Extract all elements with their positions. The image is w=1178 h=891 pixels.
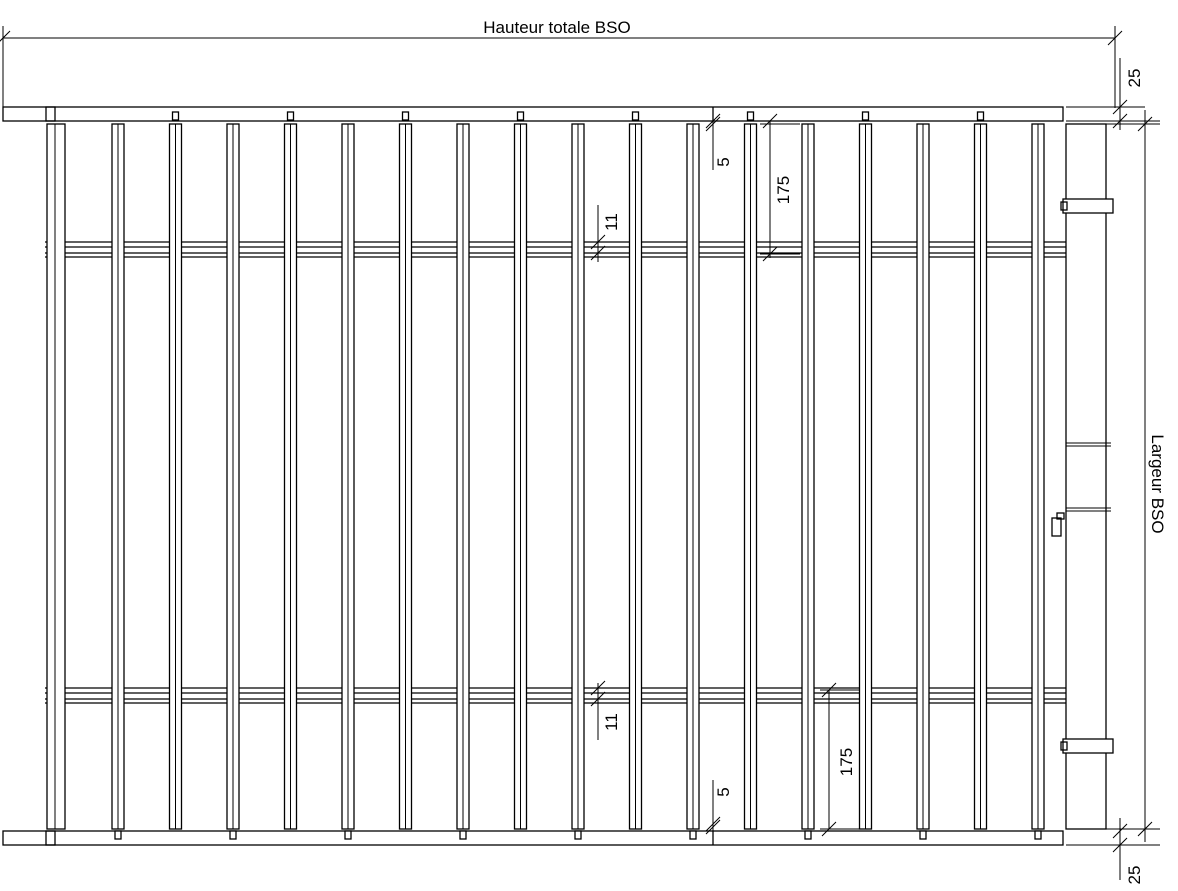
width-dimension <box>1106 110 1167 842</box>
bottom-rail <box>3 831 1063 845</box>
slat-clip <box>575 831 581 839</box>
bottom-gap-dim-value: 5 <box>714 787 733 797</box>
top-ladder-width-value: 11 <box>602 213 621 231</box>
top-rail-dim-value: 25 <box>1125 68 1144 88</box>
slat-clip <box>173 112 179 120</box>
slat-clip <box>230 831 236 839</box>
bottom-ladder-width-dimension <box>591 681 621 740</box>
overall-height-dimension <box>0 18 1122 108</box>
slat-clip <box>345 831 351 839</box>
width-label: Largeur BSO <box>1148 434 1167 534</box>
top-ladder-offset-dimension <box>760 114 800 261</box>
overall-height-label: Hauteur totale BSO <box>483 18 631 37</box>
slat-clip <box>460 831 466 839</box>
slat-clip <box>978 112 984 120</box>
bottom-ladder-width-value: 11 <box>602 713 621 731</box>
slat-clip <box>690 831 696 839</box>
slat-clip <box>115 831 121 839</box>
slats-group <box>112 112 1044 839</box>
slat-clip <box>748 112 754 120</box>
ladder-tape-bottom <box>45 688 1066 703</box>
slat-clip <box>805 831 811 839</box>
slat-clip <box>1035 831 1041 839</box>
slat-clip <box>863 112 869 120</box>
top-rail <box>3 107 1063 121</box>
bottom-ladder-offset-dimension <box>820 683 860 836</box>
bottom-rail-dim-value: 25 <box>1125 865 1144 885</box>
slat-clip <box>403 112 409 120</box>
top-gap-dim-value: 5 <box>714 157 733 167</box>
left-end-caps <box>46 107 65 845</box>
slat-clip <box>920 831 926 839</box>
bottom-ladder-offset-value: 175 <box>837 747 856 777</box>
side-housing <box>1052 124 1113 829</box>
top-rail-dimension <box>1066 58 1160 130</box>
top-ladder-offset-value: 175 <box>774 175 793 205</box>
slat-clip <box>518 112 524 120</box>
slat-clip <box>288 112 294 120</box>
ladder-tape-top <box>45 242 1066 257</box>
slat-clip <box>633 112 639 120</box>
